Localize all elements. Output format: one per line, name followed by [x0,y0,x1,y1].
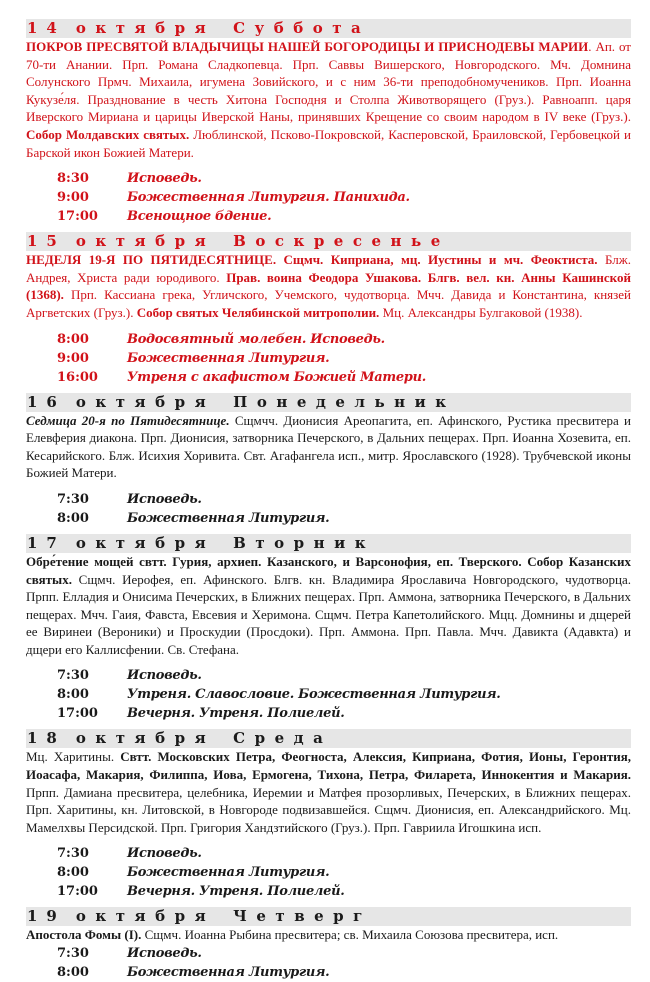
day-header [26,393,631,412]
day-weekday: Среда [233,729,333,748]
service-time: 17:00 [57,209,98,225]
day-section [26,729,631,901]
day-description [26,412,631,482]
service-time: 8:30 [57,171,89,187]
service-name: Исповедь. [127,846,202,862]
service-row [26,944,631,963]
day-weekday: Суббота [233,19,371,37]
feast-highlight: Свтт. Московских Петра, Феогноста, Алексия, Киприана, Фотия, Ионы, Геронтия, Иоасафа, Макария, Филиппа, Иова, Ермогена, Тихона, Петра, Филарета, Иннокентия и Макария. [26,749,631,783]
day-weekday: Вторник [233,533,376,552]
service-row [26,963,631,982]
feast-highlight: Собор Молдавских святых. [26,126,190,142]
day-month: октября [75,232,216,251]
feast-highlight: Обре́тение мощей свтт. Гурия, архиеп. Казанского, и Варсонофия, еп. Тверского. Собор Казанских святых. [26,553,631,587]
day-date: 19 [27,907,66,926]
commemoration-text: Прпп. Дамиана пресвитера, целебника, Иеремии и Матфея прозорливых, Печерских, в Ближних пещерах. Прп. Харитины, кн. Литовской, в Новгороде подвизавшейся. Сщмч. Дионисия, еп. Александрийского. Мц. Мамелхвы Персидской. Прп. Григория Хандзтийского (Груз.). Прп. Гавриила Игошкина исп. [26,784,631,835]
day-section [26,232,631,386]
service-row [26,169,631,188]
service-time: 9:00 [57,350,89,366]
day-date: 15 [27,232,66,251]
service-time: 8:00 [57,965,89,981]
service-name: Исповедь. [127,491,202,507]
day-description [26,926,631,944]
service-time: 17:00 [57,884,98,900]
commemoration-text: . Ап. от 70-ти Анании. Прп. Романа Сладкопевца. Прп. Саввы Вишерского, Новгородского. Мч. Домнина Солунского Прмч. Михаила, игумена Зовийского, и с ним 36-ти преподобномучеников. Прп. Иоанна Кукузе́ля. Празднование в честь Хитона Господня и Столпа Животворящего (Груз.). Равноапп. царя Иверского Мириана и царицы Иверской Наны, принявших Крещение со своим народом в IV веке (Груз.). [26,39,631,125]
day-month: октября [75,19,216,37]
day-date: 16 [27,392,66,411]
service-row [26,666,631,685]
service-row [26,882,631,901]
service-row [26,368,631,387]
day-header [26,729,631,748]
day-header [26,534,631,553]
service-row [26,704,631,723]
day-date: 17 [27,533,66,552]
service-name: Божественная Литургия. [127,510,330,526]
service-time: 8:00 [57,865,89,881]
commemoration-text: Сщмч. Иоанна Рыбина пресвитера; св. Михаила Союзова пресвитера, исп. [141,927,559,943]
service-name: Исповедь. [127,946,202,962]
service-schedule [26,490,631,528]
day-weekday: Четверг [233,907,372,926]
feast-highlight: ПОКРОВ ПРЕСВЯТОЙ ВЛАДЫЧИЦЫ НАШЕЙ БОГОРОДИЦЫ И ПРИСНОДЕВЫ МАРИИ [26,39,589,54]
day-section [26,534,631,724]
commemoration-text: Сщмч. Иерофея, еп. Афинского. Блгв. кн. Владимира Ярославича Новгородского, чудотворца. Прпп. Елладия и Онисима Печерских, в Ближних пещерах. Прп. Аммона, затворника Печерского, в Дальних пещерах. Мчч. Гаия, Фавста, Евсевия и Херимона. Сщмч. Петра Капетолийского. Мцц. Домнины и дщерей ее Виринеи (Вероники) и Проскудии (Просдоки). Прп. Аммона. Прп. Павла. Мчч. Давикта (Адавкта) и дщери его Каллисфении. Св. Стефана. [26,571,631,657]
service-row [26,863,631,882]
day-date: 14 [27,19,66,37]
service-time: 7:30 [57,668,89,684]
service-name: Утреня. Славословие. Божественная Литургия. [127,687,501,703]
service-name: Божественная Литургия. [127,865,330,881]
day-section [26,19,631,226]
day-description [26,38,631,161]
service-name: Божественная Литургия. [127,965,330,981]
feast-highlight: Собор святых Челябинской митрополии. [136,304,380,320]
service-row [26,349,631,368]
service-name: Водосвятный молебен. Исповедь. [127,331,385,347]
commemoration-text: Мц. Харитины. [26,749,121,765]
service-row [26,844,631,863]
day-description [26,748,631,836]
day-date: 18 [27,729,66,748]
feast-highlight: Седмица 20-я по Пятидесятнице. [26,412,230,428]
day-month: октября [75,907,216,926]
service-time: 8:00 [57,510,89,526]
service-time: 17:00 [57,706,98,722]
service-schedule [26,944,631,982]
day-month: октября [75,729,216,748]
service-schedule [26,169,631,226]
day-section [26,393,631,528]
service-name: Вечерня. Утреня. Полиелей. [127,706,345,722]
service-time: 8:00 [57,331,89,347]
day-weekday: Воскресенье [233,232,450,251]
commemoration-text: Мц. Александры Булгаковой (1938). [379,304,583,320]
day-header [26,907,631,926]
commemoration-text: Сщмчч. Дионисия Ареопагита, еп. Афинского, Рустика пресвитера и Елевферия диакона. Прп. Дионисия, затворника Печерского, в Дальних пещерах. Прп. Иоанна Хозевита, еп. Кесарийского. Блж. Исихия Хоривита. Свт. Агафангела исп., митр. Ярославского (1928). Трубчевской иконы Божией Матери. [26,412,631,481]
commemoration-text: Люблинской, Псково-Покровской, Касперовской, Браиловской, Гербовецкой и Барской икон Божией Матери. [26,126,631,160]
service-schedule [26,330,631,387]
service-row [26,330,631,349]
service-name: Вечерня. Утреня. Полиелей. [127,884,345,900]
service-row [26,685,631,704]
day-month: октября [75,533,216,552]
feast-highlight: Апостола Фомы (I). [26,927,142,943]
day-header [26,19,631,38]
day-month: октября [75,392,216,411]
service-time: 16:00 [57,369,98,385]
service-name: Всенощное бдение. [127,209,272,225]
service-row [26,509,631,528]
service-row [26,188,631,207]
service-time: 7:30 [57,946,89,962]
service-row [26,490,631,509]
day-header [26,232,631,251]
day-description [26,553,631,659]
service-time: 7:30 [57,846,89,862]
service-name: Исповедь. [127,171,202,187]
service-name: Божественная Литургия. Панихида. [127,190,410,206]
commemoration-text: Прп. Кассиана грека, Угличского, Учемского, чудотворца. Мчч. Давида и Константина, князей Аргветских (Груз.). [26,287,631,320]
service-time: 7:30 [57,491,89,507]
service-name: Божественная Литургия. [127,350,330,366]
service-name: Исповедь. [127,668,202,684]
service-schedule [26,844,631,901]
feast-highlight: Прав. воина Феодора Ушакова. Блгв. вел. кн. Анны Кашинской (1368). [26,269,631,303]
commemoration-text: Блж. Андрея, Христа ради юродивого. [26,252,631,285]
day-description [26,251,631,321]
service-time: 9:00 [57,190,89,206]
feast-highlight: НЕДЕЛЯ 19-Я ПО ПЯТИДЕСЯТНИЦЕ. Сщмч. Киприана, мц. Иустины и мч. Феоктиста. [26,252,598,268]
service-time: 8:00 [57,687,89,703]
day-weekday: Понедельник [233,392,456,411]
service-name: Утреня с акафистом Божией Матери. [127,369,426,385]
service-schedule [26,666,631,723]
service-row [26,207,631,226]
schedule-page [26,19,631,982]
